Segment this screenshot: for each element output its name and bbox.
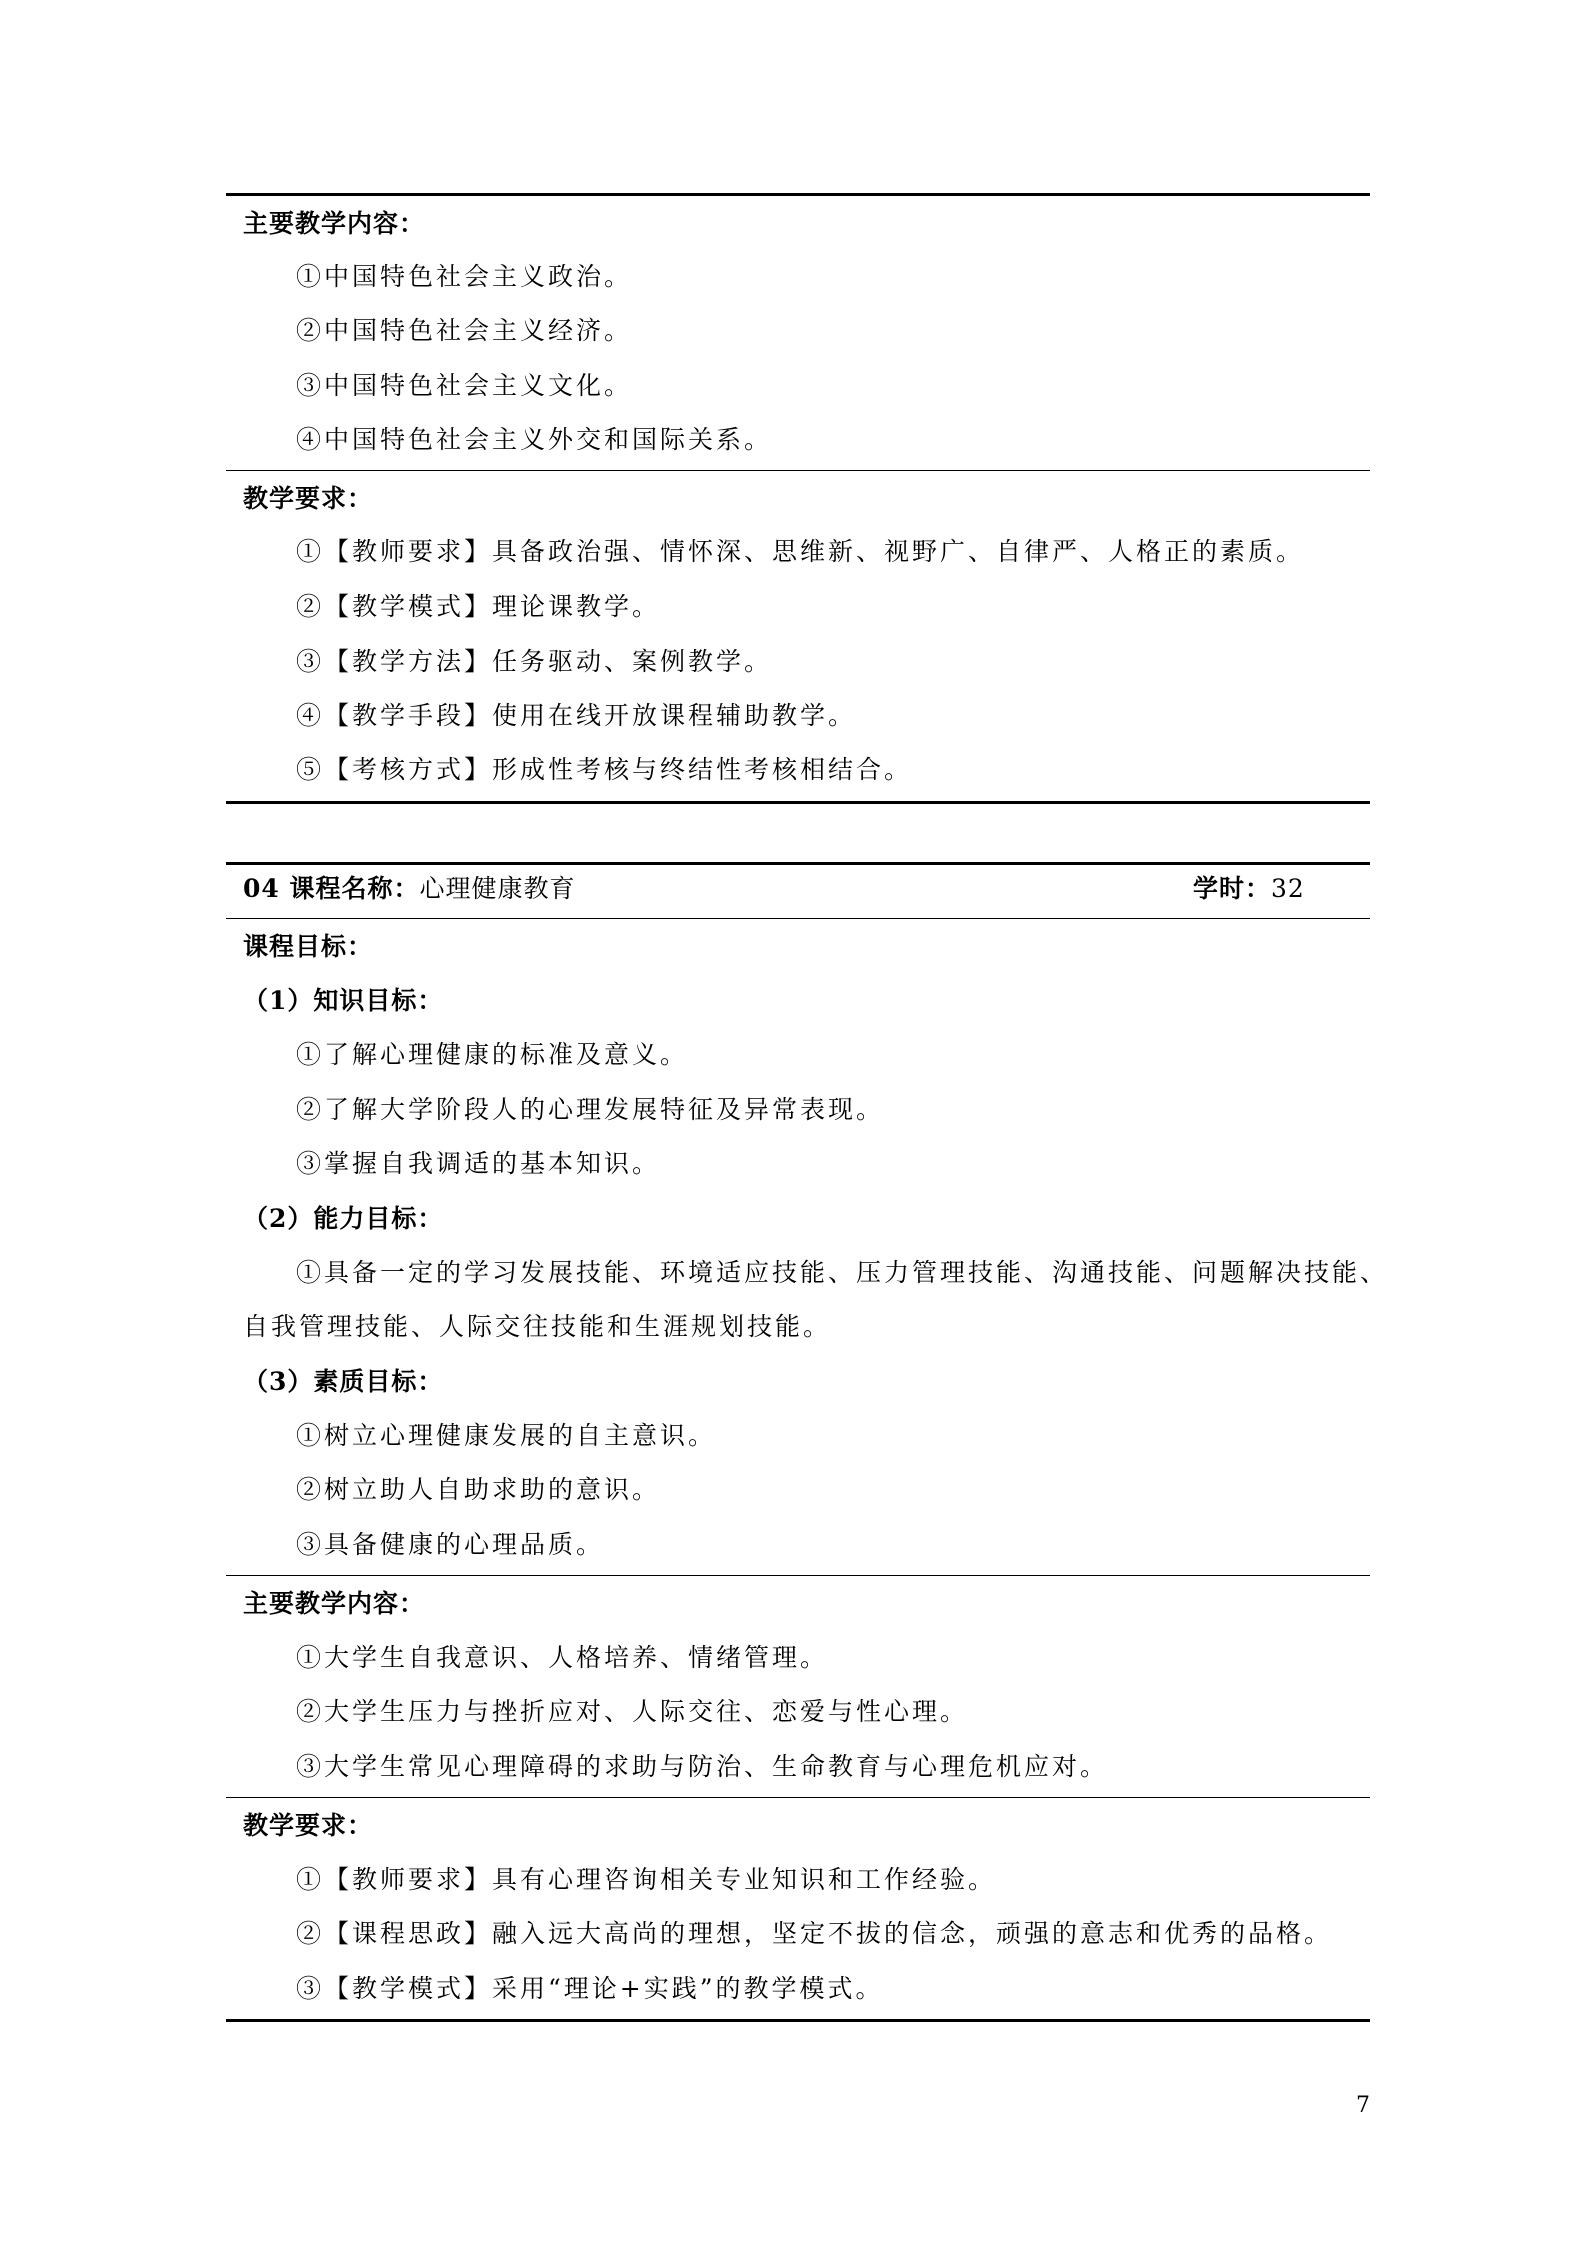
requirements-heading: 教学要求： [243, 484, 374, 513]
quality-item: ③具备健康的心理品质。 [296, 1530, 605, 1559]
requirement-item: ①【教师要求】具备政治强、情怀深、思维新、视野广、自律严、人格正的素质。 [296, 537, 1305, 566]
quality-item: ②树立助人自助求助的意识。 [296, 1475, 661, 1504]
content-item: ②中国特色社会主义经济。 [296, 316, 633, 345]
section-divider [226, 470, 1370, 471]
section-divider [226, 918, 1370, 919]
content-item: ④中国特色社会主义外交和国际关系。 [296, 425, 773, 454]
requirement-item: ③【教学模式】采用“理论+实践”的教学模式。 [296, 1974, 884, 2003]
course-top-rule [226, 862, 1370, 865]
ability-heading: （2）能力目标： [243, 1204, 444, 1233]
requirement-item: ③【教学方法】任务驱动、案例教学。 [296, 647, 773, 676]
content-item: ①大学生自我意识、人格培养、情绪管理。 [296, 1643, 829, 1672]
requirement-item: ④【教学手段】使用在线开放课程辅助教学。 [296, 701, 857, 730]
knowledge-item: ②了解大学阶段人的心理发展特征及异常表现。 [296, 1095, 885, 1124]
top-rule [226, 193, 1370, 196]
content-heading: 主要教学内容： [243, 209, 426, 238]
objectives-heading: 课程目标： [243, 932, 374, 961]
quality-item: ①树立心理健康发展的自主意识。 [296, 1421, 717, 1450]
course-end-rule [226, 2019, 1370, 2022]
ability-item: ①具备一定的学习发展技能、环境适应技能、压力管理技能、沟通技能、问题解决技能、 [296, 1258, 1389, 1287]
knowledge-item: ③掌握自我调适的基本知识。 [296, 1149, 661, 1178]
hours-label: 学时： [1193, 874, 1272, 903]
requirement-item: ②【教学模式】理论课教学。 [296, 592, 661, 621]
ability-item-cont: 自我管理技能、人际交往技能和生涯规划技能。 [243, 1312, 832, 1341]
section-divider [226, 1575, 1370, 1576]
course-hours [1193, 869, 1305, 905]
requirement-item: ⑤【考核方式】形成性考核与终结性考核相结合。 [296, 755, 913, 784]
hours-value: 32 [1271, 874, 1305, 903]
content-item: ②大学生压力与挫折应对、人际交往、恋爱与性心理。 [296, 1697, 969, 1726]
page-number: 7 [1356, 2093, 1370, 2118]
knowledge-heading: （1）知识目标： [243, 986, 444, 1015]
course-title [243, 869, 576, 905]
requirement-item: ①【教师要求】具有心理咨询相关专业知识和工作经验。 [296, 1865, 997, 1894]
block-end-rule [226, 801, 1370, 804]
course-number-label: 04 课程名称： [243, 874, 420, 903]
section-divider [226, 1797, 1370, 1798]
knowledge-item: ①了解心理健康的标准及意义。 [296, 1040, 689, 1069]
content-heading: 主要教学内容： [243, 1589, 426, 1618]
content-item: ③中国特色社会主义文化。 [296, 371, 633, 400]
requirements-heading: 教学要求： [243, 1811, 374, 1840]
course-name: 心理健康教育 [419, 874, 576, 903]
content-item: ③大学生常见心理障碍的求助与防治、生命教育与心理危机应对。 [296, 1752, 1109, 1781]
requirement-item: ②【课程思政】融入远大高尚的理想，坚定不拔的信念，顽强的意志和优秀的品格。 [296, 1919, 1333, 1948]
content-item: ①中国特色社会主义政治。 [296, 262, 633, 291]
quality-heading: （3）素质目标： [243, 1367, 444, 1396]
